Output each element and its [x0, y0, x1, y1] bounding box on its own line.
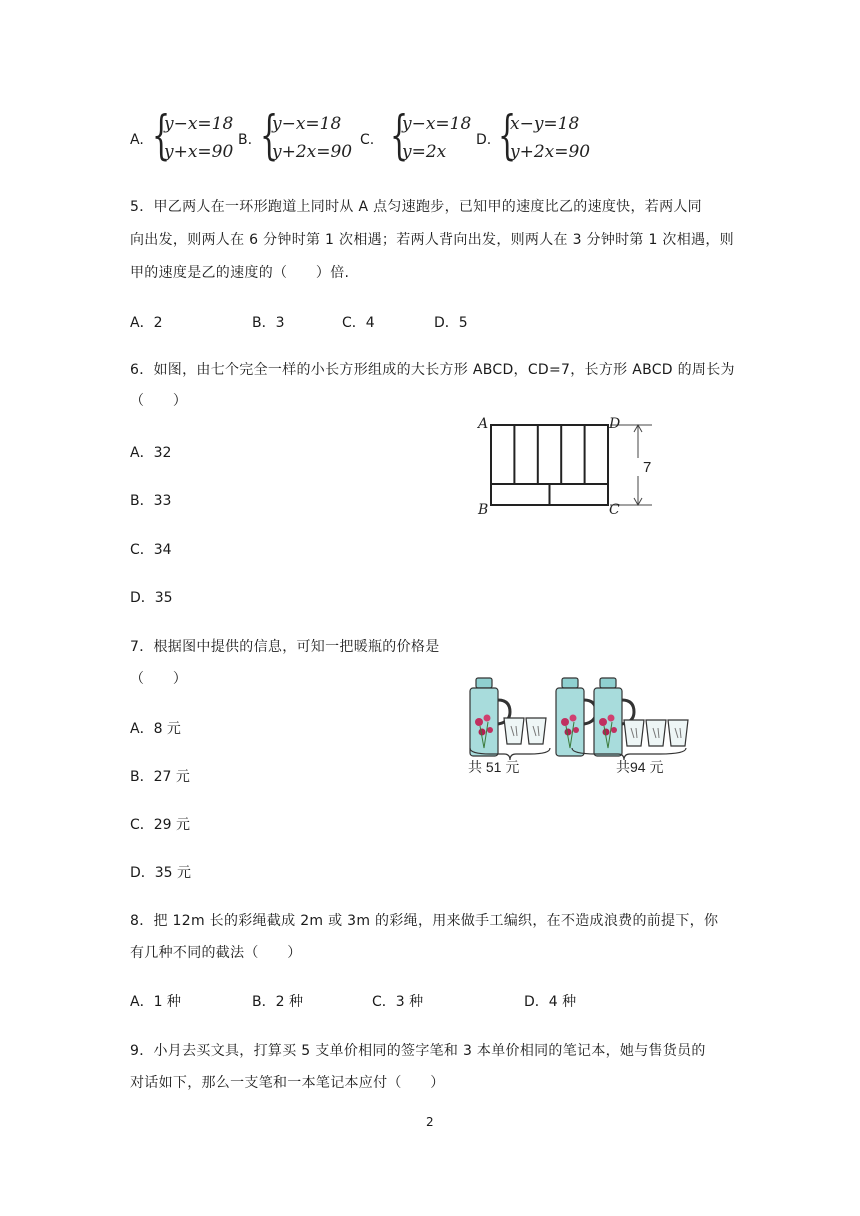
q5-text-line-2: 向出发，则两人在 6 分钟时第 1 次相遇；若两人背向出发，则两人在 3 分钟时第 1 次相遇，则 [130, 232, 734, 248]
q8-text-line-1: 8．把 12m 长的彩绳截成 2m 或 3m 的彩绳，用来做手工编织，在不造成浪费的前提下，你 [130, 913, 719, 929]
q9-text-line-1: 9．小月去买文具，打算买 5 支单价相同的签字笔和 3 本单价相同的笔记本，她与售货员的 [130, 1043, 706, 1059]
q7-option-d: D．35 元 [130, 865, 192, 881]
left-price-caption: 共 51 元 [468, 759, 520, 775]
equation: y−x=18 [272, 114, 342, 134]
equation: x−y=18 [510, 114, 580, 134]
cup-icon [624, 720, 644, 746]
q4-option-a-label: A. [130, 132, 144, 148]
q6-option-d: D．35 [130, 590, 173, 606]
brace: { [260, 106, 279, 166]
q7-option-c: C．29 元 [130, 817, 191, 833]
point-b-label: B [478, 502, 489, 518]
q8-option-b: B．2 种 [252, 994, 303, 1010]
q8-option-d: D．4 种 [524, 994, 577, 1010]
q7-thermos-cups-figure [460, 668, 700, 780]
right-price-caption: 共94 元 [616, 759, 664, 775]
q6-text-line-1: 6．如图，由七个完全一样的小长方形组成的大长方形 ABCD，CD=7，长方形 ABCD 的周长为 [130, 362, 735, 378]
q8-option-c: C．3 种 [372, 994, 424, 1010]
cup-icon [668, 720, 688, 746]
q6-option-a: A．32 [130, 445, 172, 461]
q5-text-line-3: 甲的速度是乙的速度的（ ）倍. [130, 265, 350, 281]
q7-option-a: A．8 元 [130, 721, 181, 737]
q6-option-b: B．33 [130, 493, 172, 509]
q8-text-line-2: 有几种不同的截法（ ） [130, 945, 302, 961]
page-number: 2 [426, 1115, 434, 1129]
cup-icon [646, 720, 666, 746]
q5-option-d: D．5 [434, 315, 468, 331]
q6-option-c: C．34 [130, 542, 172, 558]
q7-text-line-1: 7．根据图中提供的信息，可知一把暖瓶的价格是 [130, 639, 440, 655]
q4-option-b-label: B. [238, 132, 253, 148]
equation: y=2x [402, 142, 447, 162]
q5-text-line-1: 5．甲乙两人在一环形跑道上同时从 A 点匀速跑步，已知甲的速度比乙的速度快，若两人同 [130, 199, 702, 215]
q5-option-c: C．4 [342, 315, 375, 331]
q7-option-b: B．27 元 [130, 769, 190, 785]
q4-option-d-label: D. [476, 132, 492, 148]
cup-icon [526, 718, 546, 744]
q6-text-line-2: （ ） [130, 393, 188, 409]
equation: y−x=18 [402, 114, 472, 134]
q5-option-b: B．3 [252, 315, 285, 331]
equation: y+x=90 [164, 142, 234, 162]
cup-icon [504, 718, 524, 744]
brace: { [390, 106, 409, 166]
point-a-label: A [478, 416, 489, 432]
equation: y+2x=90 [510, 142, 591, 162]
q7-text-line-2: （ ） [130, 671, 188, 687]
brace: { [152, 106, 171, 166]
point-d-label: D [609, 416, 621, 432]
flask-icon [470, 678, 510, 756]
brace: { [498, 106, 517, 166]
q9-text-line-2: 对话如下，那么一支笔和一本笔记本应付（ ） [130, 1075, 445, 1091]
q6-rectangle-figure [470, 410, 670, 522]
q5-option-a: A．2 [130, 315, 163, 331]
q8-option-a: A．1 种 [130, 994, 181, 1010]
equation: y−x=18 [164, 114, 234, 134]
equation: y+2x=90 [272, 142, 353, 162]
dimension-label: 7 [643, 459, 652, 476]
flask-icon [556, 678, 596, 756]
point-c-label: C [609, 502, 620, 518]
q4-option-c-label: C. [360, 132, 375, 148]
